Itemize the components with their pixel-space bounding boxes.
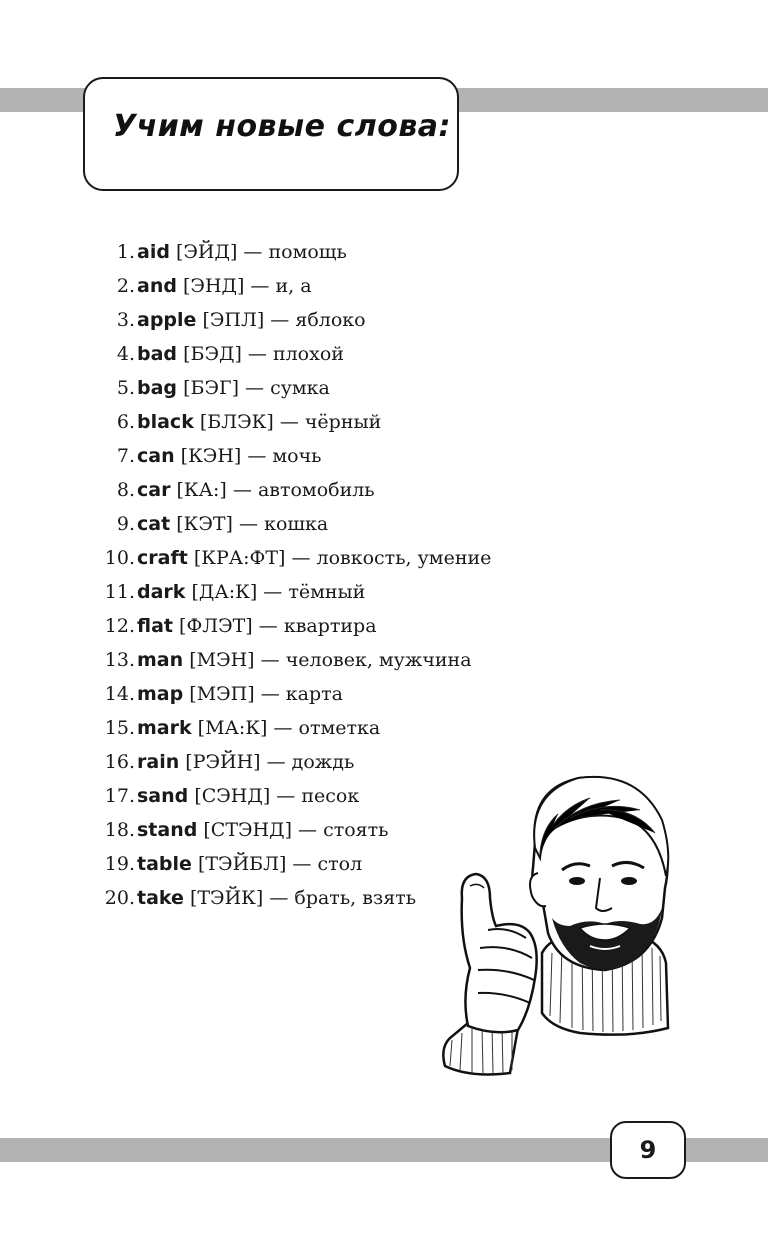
item-number: 17.: [104, 785, 135, 807]
dash-separator: —: [257, 581, 289, 603]
russian-translation: стол: [317, 853, 363, 875]
transcription: [ФЛЭТ]: [179, 615, 253, 637]
transcription: [ТЭЙБЛ]: [197, 853, 287, 875]
item-number: 15.: [104, 717, 135, 739]
title-box: [83, 77, 459, 191]
dash-separator: —: [254, 683, 286, 705]
word-item: [95, 269, 535, 303]
transcription: [МЭП]: [189, 683, 255, 705]
english-word: cat: [137, 513, 171, 535]
transcription: [ЭПЛ]: [202, 309, 265, 331]
item-number: 2.: [116, 275, 135, 297]
english-word: bad: [137, 343, 178, 365]
transcription: [ЭНД]: [183, 275, 245, 297]
item-number: 9.: [116, 513, 135, 535]
english-word: flat: [137, 615, 173, 637]
transcription: [РЭЙН]: [185, 751, 261, 773]
transcription: [ЭЙД]: [175, 241, 238, 263]
english-word: bag: [137, 377, 178, 399]
transcription: [СЭНД]: [194, 785, 271, 807]
word-item: [95, 575, 535, 609]
russian-translation: брать, взять: [294, 887, 417, 909]
transcription: [КЭН]: [180, 445, 242, 467]
transcription: [ДА:К]: [191, 581, 258, 603]
transcription: [ТЭЙК]: [189, 887, 264, 909]
item-number: 4.: [116, 343, 135, 365]
word-item: [95, 439, 535, 473]
item-number: 13.: [104, 649, 135, 671]
dash-separator: —: [270, 785, 302, 807]
english-word: sand: [137, 785, 189, 807]
thumbs-up-man-illustration: [430, 748, 670, 1098]
english-word: take: [137, 887, 184, 909]
russian-translation: дождь: [291, 751, 355, 773]
russian-translation: квартира: [283, 615, 377, 637]
russian-translation: яблоко: [295, 309, 366, 331]
russian-translation: сумка: [270, 377, 330, 399]
russian-translation: тёмный: [288, 581, 366, 603]
item-number: 8.: [116, 479, 135, 501]
word-item: [95, 609, 535, 643]
english-word: map: [137, 683, 184, 705]
english-word: stand: [137, 819, 198, 841]
english-word: black: [137, 411, 194, 433]
english-word: man: [137, 649, 184, 671]
transcription: [СТЭНД]: [203, 819, 292, 841]
item-number: 10.: [104, 547, 135, 569]
dash-separator: —: [286, 853, 318, 875]
dash-separator: —: [260, 751, 292, 773]
russian-translation: автомобиль: [257, 479, 375, 501]
item-number: 18.: [104, 819, 135, 841]
english-word: apple: [137, 309, 197, 331]
item-number: 12.: [104, 615, 135, 637]
transcription: [БЭД]: [183, 343, 242, 365]
dash-separator: —: [254, 649, 286, 671]
russian-translation: отметка: [298, 717, 381, 739]
dash-separator: —: [263, 887, 295, 909]
english-word: aid: [137, 241, 170, 263]
word-item: [95, 303, 535, 337]
english-word: rain: [137, 751, 180, 773]
word-item: [95, 473, 535, 507]
russian-translation: стоять: [323, 819, 389, 841]
russian-translation: человек, мужчина: [285, 649, 472, 671]
item-number: 11.: [104, 581, 135, 603]
item-number: 3.: [116, 309, 135, 331]
word-item: [95, 371, 535, 405]
transcription: [КЭТ]: [176, 513, 233, 535]
word-item: [95, 405, 535, 439]
page-number-box: [610, 1121, 686, 1179]
english-word: mark: [137, 717, 192, 739]
russian-translation: кошка: [264, 513, 329, 535]
transcription: [МА:К]: [197, 717, 268, 739]
word-item: [95, 643, 535, 677]
word-item: [95, 677, 535, 711]
item-number: 14.: [104, 683, 135, 705]
dash-separator: —: [241, 445, 273, 467]
russian-translation: помощь: [268, 241, 347, 263]
word-item: [95, 235, 535, 269]
item-number: 16.: [104, 751, 135, 773]
item-number: 5.: [116, 377, 135, 399]
english-word: dark: [137, 581, 186, 603]
transcription: [БЭГ]: [183, 377, 239, 399]
transcription: [МЭН]: [189, 649, 255, 671]
item-number: 1.: [116, 241, 135, 263]
dash-separator: —: [252, 615, 284, 637]
english-word: car: [137, 479, 171, 501]
english-word: and: [137, 275, 177, 297]
word-item: [95, 711, 535, 745]
dash-separator: —: [291, 819, 324, 841]
russian-translation: песок: [301, 785, 360, 807]
russian-translation: мочь: [272, 445, 322, 467]
russian-translation: и, а: [275, 275, 312, 297]
transcription: [КА:]: [176, 479, 227, 501]
dash-separator: —: [241, 343, 273, 365]
russian-translation: плохой: [272, 343, 344, 365]
transcription: [БЛЭК]: [199, 411, 274, 433]
word-item: [95, 541, 535, 575]
dash-separator: —: [232, 513, 265, 535]
dash-separator: —: [238, 377, 271, 399]
item-number: 6.: [116, 411, 135, 433]
english-word: table: [137, 853, 192, 875]
russian-translation: чёрный: [304, 411, 382, 433]
transcription: [КРА:ФТ]: [193, 547, 286, 569]
dash-separator: —: [273, 411, 305, 433]
english-word: craft: [137, 547, 188, 569]
item-number: 19.: [104, 853, 135, 875]
page-title: Учим новые слова:: [113, 109, 452, 144]
dash-separator: —: [264, 309, 296, 331]
english-word: can: [137, 445, 175, 467]
russian-translation: ловкость, умение: [316, 547, 492, 569]
page-number: 9: [639, 1136, 657, 1164]
word-item: [95, 337, 535, 371]
dash-separator: —: [237, 241, 269, 263]
word-item: [95, 507, 535, 541]
dash-separator: —: [244, 275, 276, 297]
russian-translation: карта: [285, 683, 343, 705]
dash-separator: —: [226, 479, 258, 501]
item-number: 7.: [116, 445, 135, 467]
dash-separator: —: [285, 547, 317, 569]
item-number: 20.: [104, 887, 135, 909]
dash-separator: —: [267, 717, 299, 739]
